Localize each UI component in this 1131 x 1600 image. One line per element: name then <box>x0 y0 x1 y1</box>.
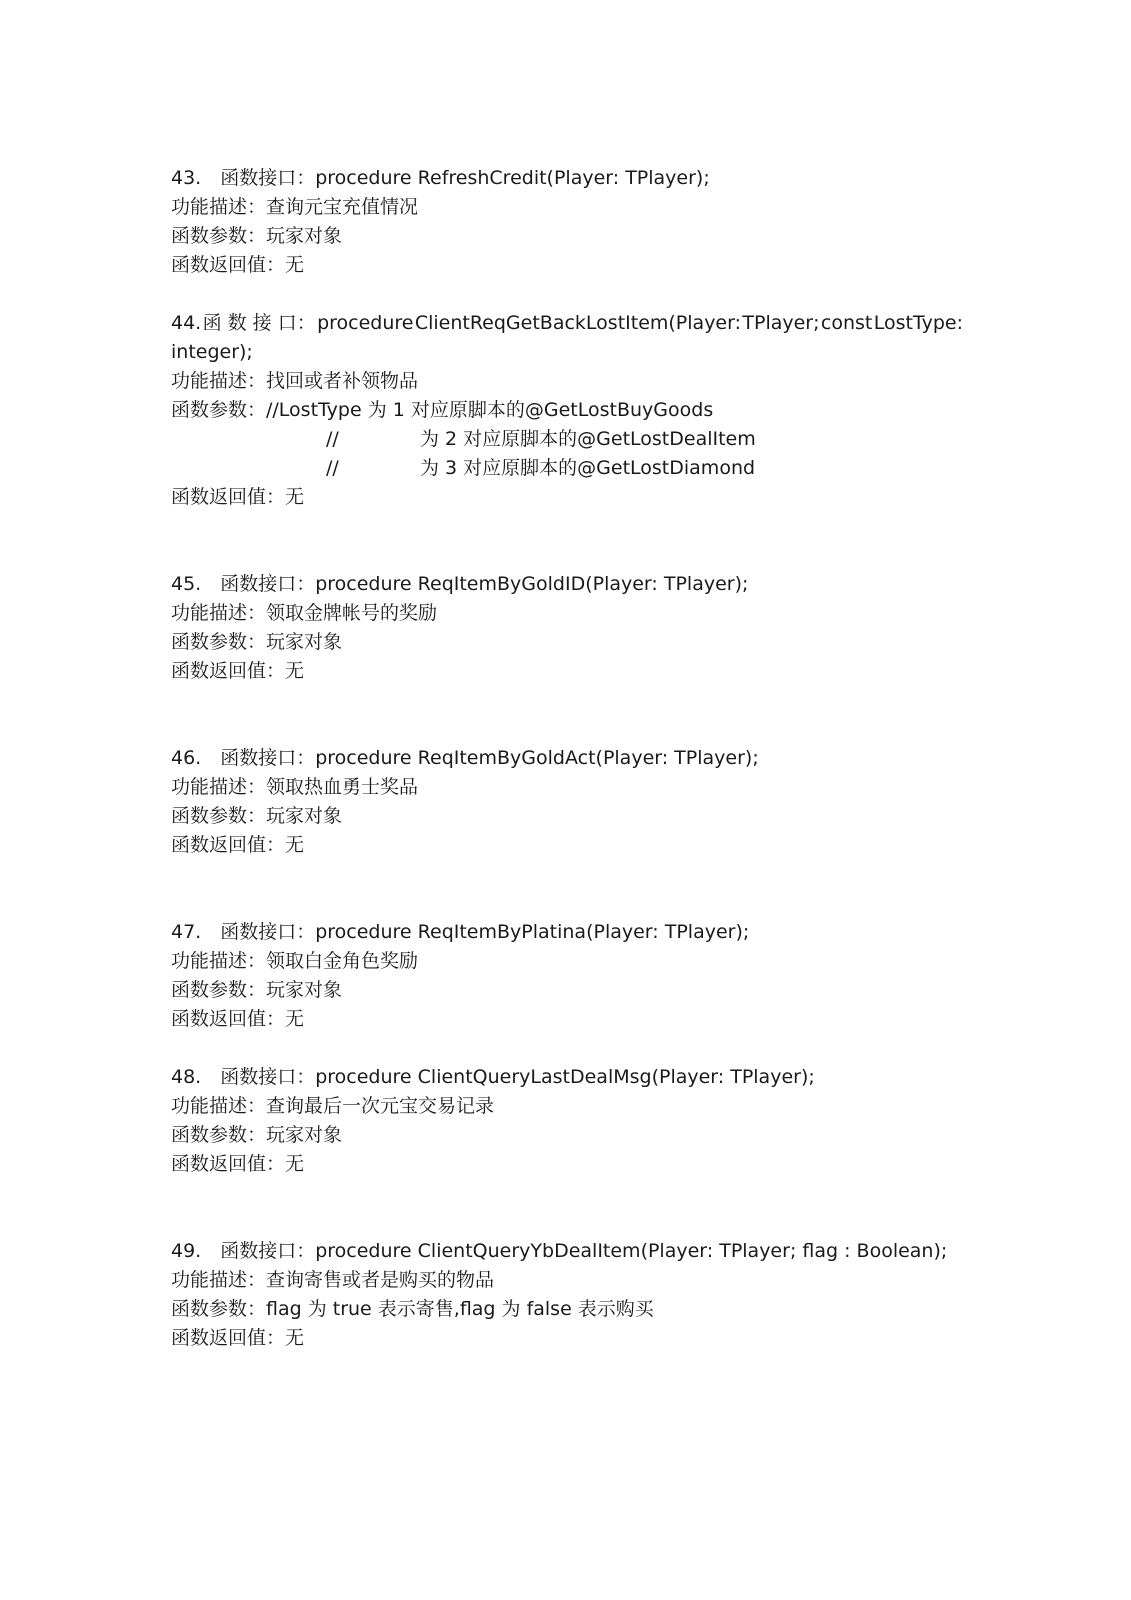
entry-46-params: 函数参数：玩家对象 <box>171 805 343 827</box>
entry-44-interface <box>171 311 963 335</box>
entry-44-params-line2-comment: // <box>326 428 339 450</box>
entry-48-params: 函数参数：玩家对象 <box>171 1124 343 1146</box>
entry-46-interface: 46. 函数接口：procedure ReqItemByGoldAct(Player: TPlayer); <box>171 747 759 769</box>
entry-43-interface: 43. 函数接口：procedure RefreshCredit(Player: TPlayer); <box>171 167 710 189</box>
entry-44-return: 函数返回值：无 <box>171 486 305 508</box>
entry-48-description: 功能描述：查询最后一次元宝交易记录 <box>171 1095 495 1117</box>
entry-47-params: 函数参数：玩家对象 <box>171 979 343 1001</box>
entry-46-description: 功能描述：领取热血勇士奖品 <box>171 776 419 798</box>
entry-46-return: 函数返回值：无 <box>171 834 305 856</box>
entry-44-params-line2-text: 为 2 对应原脚本的@GetLostDealItem <box>420 428 756 450</box>
entry-45-params: 函数参数：玩家对象 <box>171 631 343 653</box>
entry-44-keyword: procedure <box>317 312 414 334</box>
entry-47-return: 函数返回值：无 <box>171 1008 305 1030</box>
entry-44-label: 函 数 接 口： <box>202 312 316 334</box>
entry-44-params-line3-text: 为 3 对应原脚本的@GetLostDiamond <box>420 457 756 479</box>
entry-44-description: 功能描述：找回或者补领物品 <box>171 370 419 392</box>
entry-44-params-line3-comment: // <box>326 457 339 479</box>
entry-47-interface: 47. 函数接口：procedure ReqItemByPlatina(Player: TPlayer); <box>171 921 750 943</box>
entry-43-return: 函数返回值：无 <box>171 254 305 276</box>
entry-44-params: 函数参数：//LostType 为 1 对应原脚本的@GetLostBuyGoods <box>171 399 714 421</box>
entry-44-type: TPlayer; <box>742 312 820 334</box>
entry-44-const: const <box>820 312 873 334</box>
entry-44-interface-continued: integer); <box>171 341 253 363</box>
entry-48-interface: 48. 函数接口：procedure ClientQueryLastDealMsg(Player: TPlayer); <box>171 1066 815 1088</box>
entry-49-interface: 49. 函数接口：procedure ClientQueryYbDealItem(Player: TPlayer; flag : Boolean); <box>171 1240 948 1262</box>
entry-49-return: 函数返回值：无 <box>171 1327 305 1349</box>
entry-43-description: 功能描述：查询元宝充值情况 <box>171 196 419 218</box>
entry-43-params: 函数参数：玩家对象 <box>171 225 343 247</box>
entry-45-return: 函数返回值：无 <box>171 660 305 682</box>
entry-45-interface: 45. 函数接口：procedure ReqItemByGoldID(Player: TPlayer); <box>171 573 749 595</box>
entry-49-params: 函数参数：flag 为 true 表示寄售,flag 为 false 表示购买 <box>171 1298 654 1320</box>
entry-44-param: LostType: <box>873 312 963 334</box>
entry-44-signature: ClientReqGetBackLostItem(Player: <box>414 312 742 334</box>
entry-45-description: 功能描述：领取金牌帐号的奖励 <box>171 602 438 624</box>
entry-48-return: 函数返回值：无 <box>171 1153 305 1175</box>
entry-44-number: 44. <box>171 312 202 334</box>
entry-49-description: 功能描述：查询寄售或者是购买的物品 <box>171 1269 495 1291</box>
entry-47-description: 功能描述：领取白金角色奖励 <box>171 950 419 972</box>
